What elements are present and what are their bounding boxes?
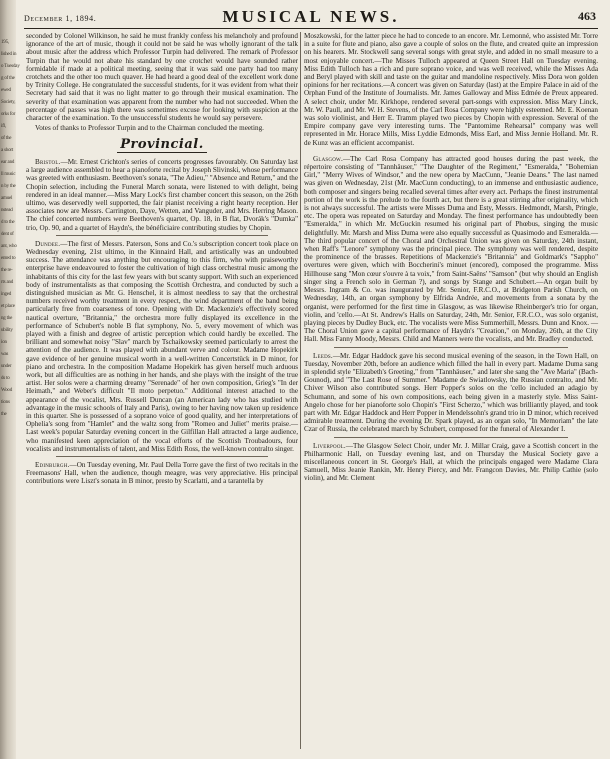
paragraph: Moszkowski, for the latter piece he had to concede to an encore. Mr. Lemonné, who assisted Mr. Torre in a suite for flute and piano, also gave a couple of solos on the flute, and created quite an impression on his hearers. Mr. Stockwell sang several songs with great style, and added in no small measure to a most enjoyable concert.—The Misses Tulloch appeared at Queen Street Hall on Tuesday evening. Miss Edith Tulloch has a rich and pure soprano voice, and was well received, while the Misses Ada and Beryl played with skill and taste on the guitar and mandoline respectively. Miss Dora won golden opinions for her recitations.—A concert was given on Saturday (last) at the Empire Palace in aid of the Orphan Fund of the Institute of Journalists. Mr. James Galloway and Miss Edmée de Preux appeared. A select choir, under Mr. Kirkhope, rendered several part-songs with expression. Miss Mary Linck, Mr. W. Paull, and Mr. W. H. Stevens, of the Carl Rosa Company were highly esteemed. Mr. E. Koenan was solo violinist, and Herr E. Tramm played two pieces by Chopin with expression. Several of the Empire company gave very interesting turns. The "Pantomime Rehearsal" company was well represented in Mr. Horace Mills, Miss Lyddie Edmonds, Miss Earl, and Miss Jennie Holland. Mr. R. de Kunz was an efficient accompanist. bbox=[304, 32, 598, 147]
gutter-fragment: ion bbox=[1, 340, 7, 345]
report-place: Glasgow. bbox=[313, 154, 343, 163]
gutter-fragment: lished in bbox=[1, 52, 17, 57]
binding-gutter bbox=[0, 0, 20, 759]
gutter-fragment: ll music bbox=[1, 172, 16, 177]
divider bbox=[56, 235, 268, 236]
gutter-fragment: Wood bbox=[1, 388, 13, 393]
gutter-fragment: nstead bbox=[1, 208, 13, 213]
gutter-fragment: g of the bbox=[1, 76, 15, 81]
report-place: Leeds. bbox=[313, 351, 333, 360]
gutter-fragment: n by the bbox=[1, 184, 16, 189]
gutter-fragment: o Tuesday bbox=[1, 64, 20, 69]
gutter-fragment: the bbox=[1, 412, 7, 417]
divider bbox=[56, 456, 268, 457]
gutter-fragment: rts and bbox=[1, 280, 14, 285]
gutter-fragment: orks for bbox=[1, 112, 16, 117]
report-text: —On Tuesday evening, Mr. Paul Della Torre gave the first of two recitals in the Freemasons' Hall, when the audience, though meagre, was very appreciative. His principal contributions were Liszt's sonata in B minor, presto by Scarlatti, and a tarantella by bbox=[26, 461, 298, 486]
gutter-fragment: ng the bbox=[1, 316, 13, 321]
section-title-provincial bbox=[26, 136, 298, 154]
report-dundee bbox=[26, 240, 298, 453]
divider bbox=[334, 437, 568, 438]
report-text: —The Carl Rosa Company has attracted good houses during the past week, the répertoire consisting of "Tannhäuser," "The Daughter of the Regiment," "Esmeralda," "Bohemian Girl," "Merry Wives of Windsor," and the new opera by MacCunn, "Jeanie Deans." The last named was given on Wednesday, 21st (Mr. MacCunn conducting), to an immense and enthusiastic audience, both composer and singers being recalled several times after every act. Perhaps the finest instrumental portion of the work is the prelude to the fourth act, but there is a great stirring after originality, which is not always successful. The artists were Misses Duma and Esty, Messrs. Hedmondt, Marsh, Pringle, etc. The opera was repeated on Saturday and Monday. The finest performance has undoubtedly been "Esmeralda," in which Mr. McGuckin resumed his original part of Phœbus, singing the music delightfully. Mr. Marsh and Miss Duma were also equally successful as Quasimodo and Esmeralda.—The third popular concert of the Choral and Orchestral Union was given on Saturday, 24th instant, when Raff's "Lenore" symphony was the principal piece. The symphony was well rendered, despite the prominence of the brasses. Repetitions of Mackenzie's "Britannia" and Goldmark's "Sappho" overtures were given, which with Boccherini's minuet (encored), composed the programme. Miss Hillhouse sang "Mon cœur s'ouvre à ta voix," from Saint-Saëns' "Samson" (but why should an English singer sing a French solo in German ?), and songs by Stange and Schubert.—An organ built by Messrs. Ingram & Co. was inaugurated by Mr. Senior, F.R.C.O., at Bridgeton Parish Church, on Wednesday, 14th, an organ symphony by Elfrida Andrée, and movements from a sonata by the organist, were performed for the first time in Glasgow, as was likewise Rheinberger's trio for organ, violin, and 'cello.—At St. Andrew's Halls on Saturday, 24th, Mr. Senior, F.R.C.O., was solo organist, playing pieces by Dudley Buck, etc. The vocalists were Miss Summerhill, Messrs. Dunn and Knox. —The Choral Union gave a capital performance of Haydn's "Creation," on Monday, 26th, at the City Hall. Miss Fanny Moody, Messrs. Child and Manners were the vocalists, and Mr. Bradley conducted. bbox=[304, 154, 598, 344]
page-header bbox=[24, 6, 598, 29]
section-title-text: Provincial. bbox=[117, 137, 206, 153]
column-rule bbox=[300, 32, 301, 749]
divider bbox=[334, 150, 568, 151]
left-column bbox=[26, 32, 298, 751]
gutter-fragment: ewed bbox=[1, 88, 11, 93]
right-column bbox=[304, 32, 598, 751]
gutter-fragment: ds to bbox=[1, 376, 10, 381]
gutter-fragment: the re- bbox=[1, 268, 13, 273]
report-glasgow bbox=[304, 155, 598, 344]
paragraph: Votes of thanks to Professor Turpin and to the Chairman concluded the meeting. bbox=[35, 123, 264, 132]
gutter-fragment: ented to bbox=[1, 256, 16, 261]
report-place: Bristol. bbox=[35, 157, 61, 166]
gutter-fragment: a short bbox=[1, 148, 14, 153]
gutter-fragment: was bbox=[1, 352, 9, 357]
report-text: —Mr. Ernest Crichton's series of concerts progresses favourably. On Saturday last a large audience assembled to hear a pianoforte recital by Joseph Slivinski, whose performance was greeted with enthusiasm. Beethoven's sonata, "The Adieu," "Absence and Return," and the Chopin selection, including the Funeral March sonata, were listened to with delight, being rendered in an ideal manner.—Miss Mary Lock's first chamber concert this season, on the 26th ultimo, was deservedly well supported, the fair pianist receiving a right hearty reception. Her associates now are Messrs. Carrington, Daye, Wetten, and Vanguder, and Mrs. Herring Mason. The chief concerted numbers were Beethoven's quartet, Op. 18, in B flat, Dvorák's "Dumka" trio, Op. 90, and a quartet of Haydn's, the bénéficiaire contributing studies by Chopin. bbox=[26, 157, 298, 232]
gutter-fragment: inged bbox=[1, 292, 12, 297]
gutter-fragment: amuel bbox=[1, 196, 13, 201]
gutter-fragment: d to the bbox=[1, 220, 15, 225]
gutter-fragment: Society, bbox=[1, 100, 16, 105]
gutter-fragment: tions bbox=[1, 400, 10, 405]
masthead-title: MUSICAL NEWS. bbox=[222, 7, 400, 26]
gutter-fragment: ant, who bbox=[1, 244, 17, 249]
issue-date: December 1, 1894. bbox=[24, 14, 97, 23]
report-leeds bbox=[304, 352, 598, 434]
paragraph: seconded by Colonel Wilkinson, he said he must frankly confess his melancholy and profound ignorance of the art of music, though it could not be said he was wholly ignorant of the talk about music after the address which Professor Turpin had delivered. The remark of Professor Turpin that he would not abate his standard by one crotchet would have sounded rather formidable if made at a political meeting, seeing that it was said one party had too many crotchets and the other too much quaver. He had heard a good deal of the excellent work done by Trinity College. He congratulated the successful students, for it was evident from what their Secretary had said that it was no light matter to go through their musical examination. The severity of that examination was apparent from the number who had not succeeded. When the percentage of passes was high there was sometimes excuse for looking with suspicion at the character of the examination. To the unsuccessful students he would say persevere. bbox=[26, 32, 298, 123]
gutter-fragment: 195, bbox=[1, 40, 9, 45]
report-text: —Mr. Edgar Haddock gave his second musical evening of the season, in the Town Hall, on Tuesday, November 20th, before an audience which filled the hall in every part. Madame Duma sang in splendid style "Elizabeth's Greeting," from "Tannhäuser," and later she sang the "Ave Maria" (Bach-Gounod), and "The Last Rose of Summer." Madame de Swiatlowsky, the Russian contralto, and Mr. Chiver Wilson also contributed songs. Herr Popper's solos on the 'cello included an adagio by Schumann, and some of his own compositions, each being given in a masterly style. Miss Saint-Angelo chose for her pianoforte solo Chopin's "First Scherzo," which was brilliantly played, and took part with Mr. Edgar Haddock and Herr Popper in Mendelssohn's grand trio in D minor, which received admirable treatment. During the evening Dr. Spark played, as an organ solo, "In Memoriam" the late Czar of Russia, the celebrated march by Schubert, composed for the funeral of Alexander I. bbox=[304, 351, 598, 434]
gutter-fragment: ubility bbox=[1, 328, 13, 333]
gutter-fragment: under bbox=[1, 364, 12, 369]
gutter-fragment: et place bbox=[1, 304, 15, 309]
report-liverpool bbox=[304, 442, 598, 483]
gutter-fragment: of the bbox=[1, 136, 12, 141]
gutter-fragment: ear and bbox=[1, 160, 15, 165]
report-bristol bbox=[26, 158, 298, 232]
report-place: Dundee. bbox=[35, 239, 61, 248]
report-edinburgh bbox=[26, 461, 298, 486]
report-place: Liverpool. bbox=[313, 441, 346, 450]
gutter-fragment: ifl, bbox=[1, 124, 6, 129]
report-text: —The first of Messrs. Paterson, Sons and Co.'s subscription concert took place on Wednesday evening, 21st ultimo, in the Kinnaird Hall, and artistically was an undoubted success. The attendance was anything but encouraging to this firm, who with praiseworthy enterprise have endeavoured to foster the cultivation of high class orchestral music among the inhabitants of this city for the last few years with but scanty support. With such an experienced body of instrumentalists as that composing the Scottish Orchestra, and conducted by such a distinguished musician as Mr. G. Henschel, it is almost needless to say that the orchestral numbers received worthy treatment in every respect, the wind department of the band being particularly free from coarseness of tone. Opening with Dr. Mackenzie's effectively scored nautical overture, "Britannia," the orchestra more fully displayed its excellence in the performance of Schubert's noble B flat symphony, No. 5, every movement of which was played with a finish and degree of artistic perception which could hardly be excelled. The brilliant and somewhat noisy "Slav" march by Tschaikowsky seemed particularly to arrest the attention of the audience. It was played with abundant verve and colour. Madame Hopekirk gave evidence of her genuine musical worth in a well-written Concertstück in D minor, for piano and orchestra. In the composition Madame Hopekirk has given herself much arduous work, but all difficulties are as nothing in her hands, and she plays with the insight of the true artist. Her solos were a charming dreamy "Serenade" of her own composition, Grieg's "In der Heimath," and Weber's difficult "Il moto perpetuo." Additional interest attached to the appearance of the vocalist, Mrs. Russell Duncan (an American lady who has studied with advantage in the music schools of Italy and Paris), owing to her having now taken up residence in this quarter. She is possessed of a soprano voice of good quality, and her interpretations of Ophelia's song from "Hamlet" and the waltz song from "Romeo and Juliet" merits praise.—Last week's popular Saturday evening concert in the Gilfillan Hall attracted a large audience, who manifested keen appreciation of the vocal efforts of the Scottish Troubadours, four vocalists and instrumentalists of talent, and Miss Edith Ross, the well-known contralto singer. bbox=[26, 239, 298, 453]
report-text: —The Glasgow Select Choir, under Mr. J. Millar Craig, gave a Scottish concert in the Philharmonic Hall, on Tuesday evening last, and on Thursday the Musical Society gave a miscellaneous concert in St. George's Hall, at which the principals engaged were Madame Clara Samuell, Miss Jeanie Rankin, Mr. Henry Piercy, and Mr. Frangcon Davies, Mr. Philip Cathie (solo violin), and Mr. Clement bbox=[304, 441, 598, 483]
report-place: Edinburgh. bbox=[35, 461, 70, 470]
page-number: 463 bbox=[578, 9, 596, 23]
gutter-fragment: dent of bbox=[1, 232, 14, 237]
divider bbox=[334, 347, 568, 348]
